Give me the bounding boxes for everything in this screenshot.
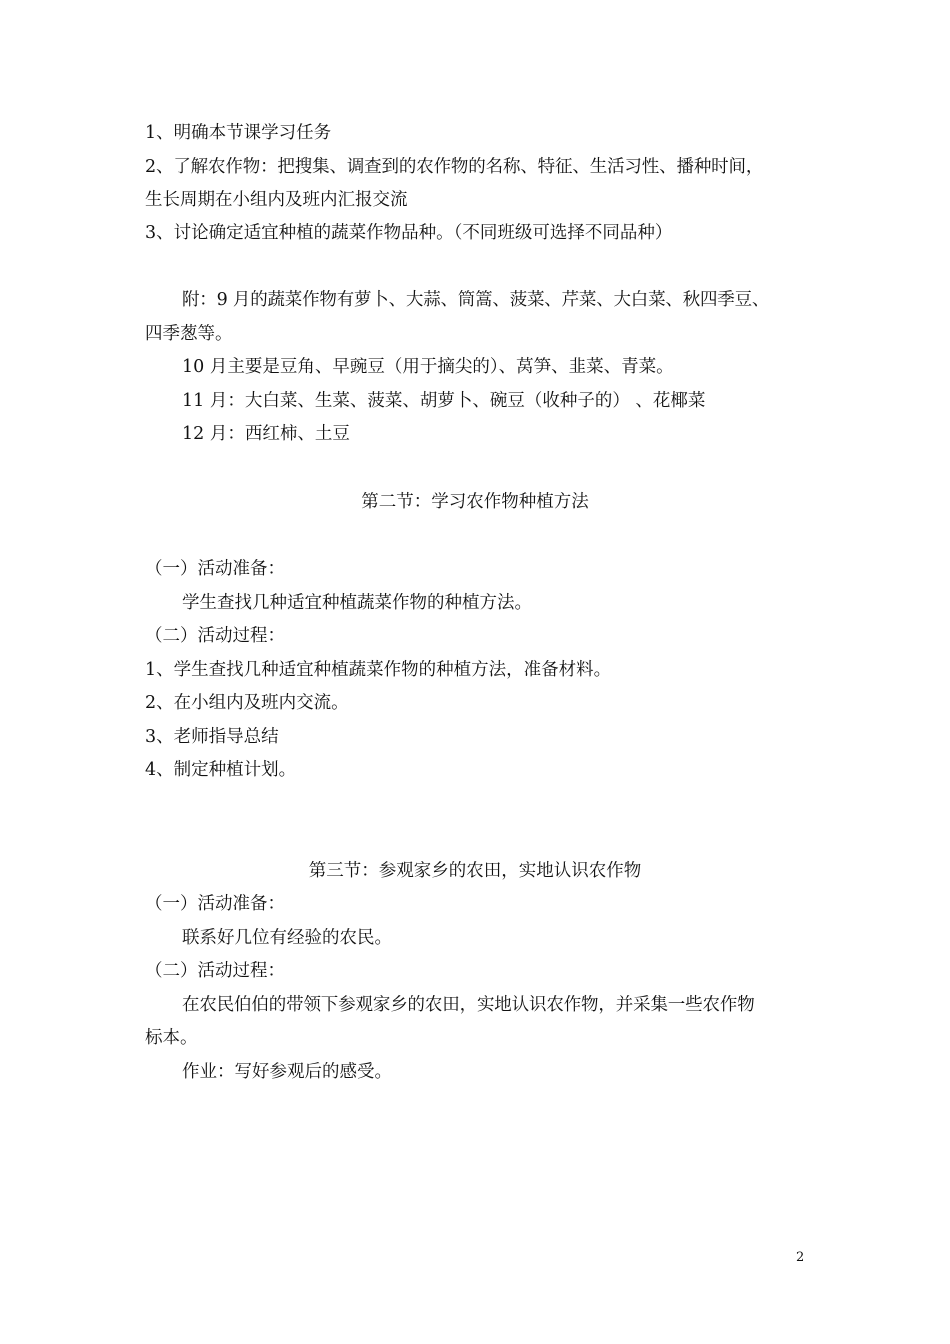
section3-prep-text: 联系好几位有经验的农民。	[182, 928, 392, 948]
appendix-september: 附：9 月的蔬菜作物有萝卜、大蒜、筒篙、菠菜、芹菜、大白菜、秋四季豆、	[182, 290, 770, 310]
section2-title: 第二节：学习农作物种植方法	[361, 492, 589, 512]
appendix-december: 12 月：西红柿、土豆	[182, 424, 350, 444]
section3-process-heading: （二）活动过程：	[145, 961, 285, 981]
section2-step-1: 1、学生查找几种适宜种植蔬菜作物的种植方法，准备材料。	[145, 660, 612, 680]
appendix-november: 11 月：大白菜、生菜、菠菜、胡萝卜、碗豆（收种子的） 、花椰菜	[182, 391, 706, 411]
task-item-2: 2、了解农作物：把搜集、调查到的农作物的名称、特征、生活习性、播种时间，	[145, 157, 764, 177]
appendix-october: 10 月主要是豆角、早豌豆（用于摘尖的）、莴笋、韭菜、青菜。	[182, 357, 674, 377]
section2-process-heading: （二）活动过程：	[145, 626, 285, 646]
section3-title: 第三节：参观家乡的农田，实地认识农作物	[308, 861, 642, 881]
section2-step-4: 4、制定种植计划。	[145, 760, 297, 780]
task-item-1: 1、明确本节课学习任务	[145, 123, 332, 143]
page-number: 2	[796, 1250, 805, 1265]
section3-process-text: 在农民伯伯的带领下参观家乡的农田，实地认识农作物，并采集一些农作物	[182, 995, 755, 1015]
task-item-3: 3、讨论确定适宜种植的蔬菜作物品种。（不同班级可选择不同品种）	[145, 223, 673, 243]
section2-prep-text: 学生查找几种适宜种植蔬菜作物的种植方法。	[182, 593, 532, 613]
section2-prep-heading: （一）活动准备：	[145, 559, 285, 579]
section3-homework: 作业：写好参观后的感受。	[182, 1062, 392, 1082]
section2-step-3: 3、老师指导总结	[145, 727, 279, 747]
appendix-september-continued: 四季葱等。	[145, 324, 233, 344]
task-item-2-continued: 生长周期在小组内及班内汇报交流	[145, 190, 408, 210]
section3-prep-heading: （一）活动准备：	[145, 894, 285, 914]
section2-step-2: 2、在小组内及班内交流。	[145, 693, 349, 713]
section3-process-text-continued: 标本。	[145, 1028, 198, 1048]
